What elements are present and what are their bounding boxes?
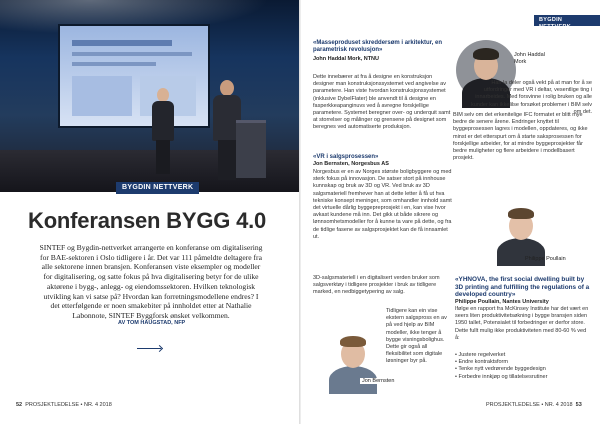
article-heading: «Masseproduset skreddersøm i arkitektur, en parametrisk revolusjon» [313, 40, 443, 54]
article-heading: «VR i salgsprosessen» [313, 154, 379, 160]
lead-paragraph: SINTEF og Bygdin-nettverket arrangerte en konferanse om digitalisering for BAE-sektoren i Oslo tidligere i år. Det var 111 påmeldte deltagere fra alle sektorene innen bransjen. Konferansen viste eksempler og modeller for digitalisering, og satte fokus på hva digitalisering betyr for de ulike aktørene i bygg-, anlegg- og eiendomssektoren. Hvilken teknologisk utvikling kan vi satse på? Hvordan kan forretningsmodellene endres? I det etterfølgende er noen smakebiter på innholdet etter at Nathalie Labonnote, SINTEF Byggforsk ønsket velkommen. [39, 243, 263, 320]
projection-screen [58, 24, 210, 128]
continue-arrow-icon [156, 345, 163, 352]
article-body: BIM selv om det erkenitelige IFC formatet er blitt mye bedre de senere årene. Endringer knyttet til byggeprosessen lagres i modellen, oppdateres, og ikke minst er det etterspurt om å starte saksprosessen for forskjellige arbeider, for at mindre byggeprosjekter får bedre muligheter og flere arbeidere i modellbasert prosjekt. [453, 112, 588, 162]
page-number: 53 [575, 402, 582, 408]
article-body: Han la deler også vekt på at man for å se utfordringer med VR i deltar, vesentlige ting i innarbeides. Med forsvinne i rolig bruken og alle kunder kan ikkelilse forsøket problemer i BIM selv om det. [470, 80, 592, 115]
portrait-photo [490, 198, 552, 260]
article-author: Philippe Poullain, Nantes University [455, 299, 549, 305]
article-heading: «YHNOVA, the first social dwelling built by 3D printing and fulfilling the regulations of a developed country» [455, 276, 590, 299]
article-body: Dette innebærer at fra å designe en konstruksjon designer man konstruksjonssystemet ved angivelse av parametere. Han viste hvordan konstruksjonssystemet (inklusive DybelFlater) ble anvendt til å designe en fasperkkeapanginuvs ved å avregne forskjellige parametere. Systemet beregner over- og underquit samt at storrelser og målinger og grensene på designet som beregnes ved automatiserte produksjon. [313, 74, 451, 131]
page-footer-right [486, 402, 582, 408]
article-heading-block [313, 40, 453, 64]
speaker-figure [150, 88, 176, 174]
article-author: Jon Bernsten, Norgesbus AS [313, 161, 389, 168]
article-body: Ifølge en rapport fra McKinsey Institute har det vært en seers liten produktivitetsøkning i bygge bransjen siden 1950 tallet, Potensialet til forbedringer er derfor store. Dette fullt mulig ikke produktiviteten med 80-60 % ved å: [455, 306, 589, 341]
list-item: • Tenke nytt vedrørende byggedesign [455, 366, 546, 373]
article-author: John Haddal Mork, NTNU [313, 56, 380, 63]
publication-name: PROSJEKTLEDELSE • NR. 4 2018 [486, 402, 573, 408]
section-badge: BYGDIN NETTVERK [534, 15, 600, 26]
photo-badge: BYGDIN NETTVERK [116, 182, 199, 194]
byline: AV TOM HAUGSTAD, NFP [118, 320, 186, 326]
article-body: Tidligere kan ein vise ekstern salgspross en av på ved hjelp av BIM modeller, ikke tenger å bygge visningsbolighus. Dette gir også all fleksibilitet som digitale løsninger byr på. [386, 308, 447, 365]
portrait-caption: John Haddal Mork [514, 52, 545, 65]
page-footer-left [16, 402, 112, 408]
article-heading-block [313, 154, 453, 168]
podium [236, 120, 266, 178]
page-title: Konferansen BYGG 4.0 [28, 208, 267, 233]
portrait-caption: Philippe Poullain [525, 256, 566, 262]
article-body: Norgesbus er en av Norges største boligbyggere og med sterk fokus på innovasjon. De satser stort på innhouse kunnskap og bruk av 3D og VR. Ved bruk av 3D salgsmateriell fremhever han at dette letter å få ut hva tekniske konsept meninger, som omhandler innhold samt det virtuelle dårlig byggepreprosjekt i en, kan vise hvor avkast kundene må inn. Det gikk ut både sikrere og lønnsomhetsmodeller for å kunne ta vare på dette, og fra de tidlige fasene av salgsprosjektet kan de få innsamlet ut. [313, 169, 452, 240]
bullet-list [455, 352, 590, 381]
list-item: • Forbedre innkjøp og tillatelsesrutiner [455, 373, 548, 380]
conference-photo [0, 0, 299, 192]
list-item: • Endre kontraktsform [455, 359, 508, 366]
page-gutter [299, 0, 301, 424]
publication-name: PROSJEKTLEDELSE • NR. 4 2018 [25, 402, 112, 408]
list-item: • Justere regelverket [455, 352, 506, 358]
article-body: 3D-salgsmateriell i en digitalisert verden bruker som salgsverktøy i tidligere prosjekter i bruk av tidligere marked, en nedbiggetypering av salg. [313, 275, 440, 296]
page-number: 52 [16, 402, 23, 408]
portrait-caption: Jon Bernsten [362, 378, 395, 384]
